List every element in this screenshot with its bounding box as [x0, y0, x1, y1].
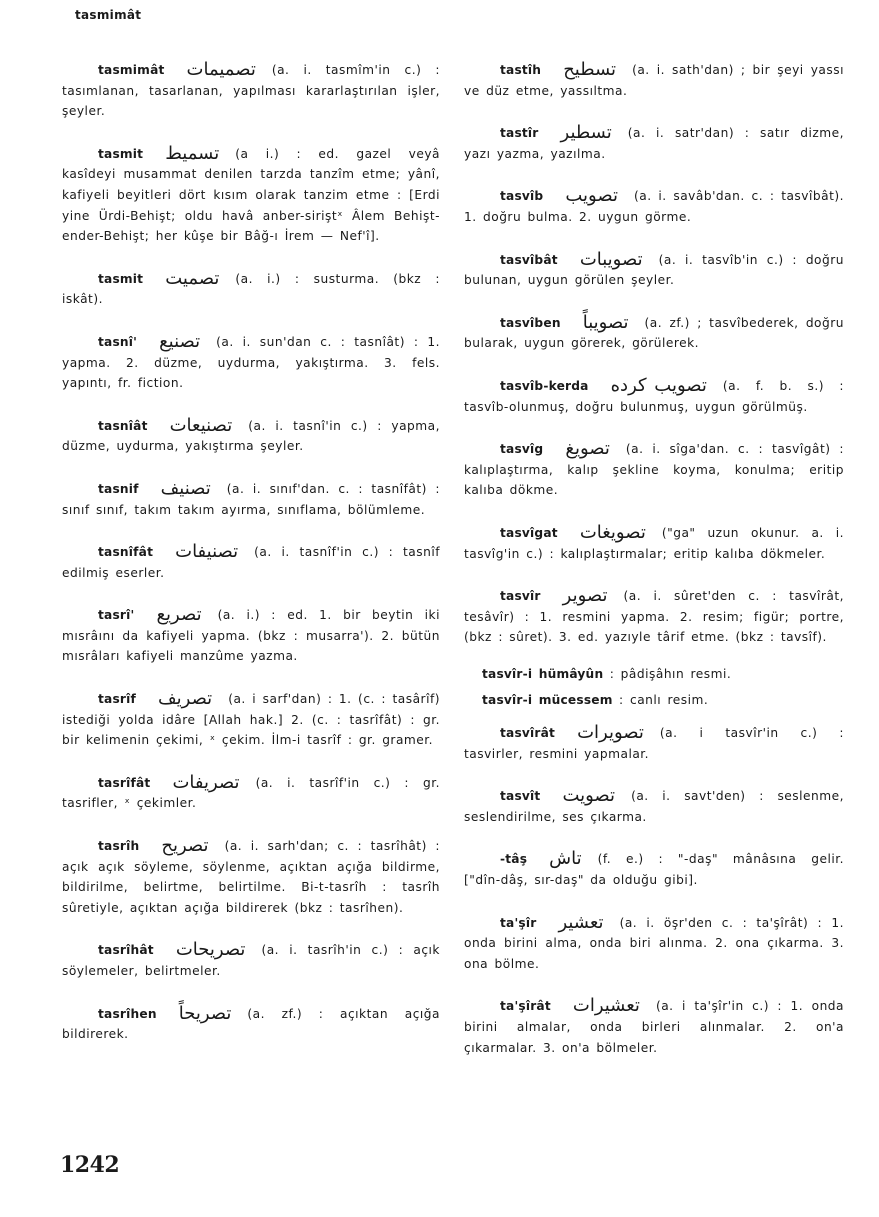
entry-headword: tasrîf: [98, 692, 136, 707]
dictionary-entry: [62, 416, 440, 457]
entry-definition: (a i.) : ed. gazel veyâ kasîdeyi musammat denilen tarzda tanzîm etme; yânî, kafiyeli beyitleri dört kısım olarak tanzim etme : [Erdi yine Ürdi-Behişt; oldu havâ anber-siriştˣ Âlem Behişt-ender-Behişt; her kûşe bir Bâğ-ı İrem — Nef'î].: [62, 146, 440, 244]
entry-definition: (a. i. tasrîf'in c.) : gr. tasrifler, ˣ çekimler.: [62, 775, 440, 811]
entry-headword: tasvîb-kerda: [500, 378, 589, 393]
entry-definition: : pâdişâhın resmi.: [609, 666, 732, 681]
entry-arabic-script: تسطير: [560, 122, 612, 144]
dictionary-entry: [464, 586, 844, 648]
entry-definition: (a. i. satr'dan) : satır dizme, yazı yazma, yazılma.: [464, 126, 844, 161]
dictionary-entry: [62, 542, 440, 583]
entry-headword: ta'şîr: [500, 915, 537, 930]
entry-arabic-script: تصريحاً: [178, 1002, 232, 1024]
entry-definition: (a. zf.) : açıktan açığa bildirerek.: [62, 1006, 440, 1042]
entry-arabic-script: تصويب: [565, 185, 618, 207]
entry-headword: -tâş: [500, 852, 528, 867]
dictionary-entry: [464, 786, 844, 827]
left-column: [62, 60, 440, 1067]
entry-arabic-script: تصميمات: [186, 59, 256, 80]
dictionary-entry: [62, 332, 440, 394]
dictionary-entry: [464, 523, 844, 564]
dictionary-entry: [62, 144, 440, 247]
entry-definition: (a. i. öşr'den c. : ta'şîrât) : 1. onda birini alma, onda biri alınma. 2. ona çıkarma. 3. ona bölme.: [464, 915, 844, 971]
dictionary-entry: [464, 313, 844, 354]
dictionary-entry: [464, 849, 844, 890]
entry-definition: (a. i. sun'dan c. : tasnîât) : 1. yapma. 2. düzme, uydurma, yakıştırma. 3. fels. yapıntı, fr. fiction.: [62, 334, 440, 391]
entry-headword: tasvît: [500, 789, 541, 804]
dictionary-entry: [464, 913, 844, 975]
entry-headword: tasvîrât: [500, 726, 556, 741]
entry-arabic-script: تصوير: [562, 585, 608, 607]
running-head: tasmimât: [75, 8, 142, 22]
entry-headword: tasrîfât: [98, 775, 151, 790]
entry-definition: (a. i ta'şîr'in c.) : 1. onda birini almalar, onda birleri alınmalar. 2. on'a çıkarmalar. 3. on'a bölmeler.: [464, 999, 844, 1055]
entry-arabic-script: تاش: [549, 848, 582, 870]
entry-headword: tasvîben: [500, 315, 561, 330]
entry-headword: tasrî': [98, 608, 135, 623]
entry-headword: tasmit: [98, 146, 144, 161]
entry-headword: tasrîhen: [98, 1006, 157, 1021]
entry-definition: (f. e.) : "-daş" mânâsına gelir. ["dîn-dâş, sır-daş" da olduğu gibi].: [464, 852, 844, 888]
entry-definition: (a. i. sarh'dan; c. : tasrîhât) : açık açık söyleme, söylenme, açıktan açığa bildirme, bildirilme, belirtme, belirtilme. Bi-t-tasrîh : tasrîh sûretiyle, açıktan açığa bildirerek (bkz : tasrîhen).: [62, 839, 440, 915]
entry-headword: tasvîgat: [500, 525, 558, 540]
entry-headword: tasvîbât: [500, 252, 558, 267]
entry-arabic-script: تصويباً: [582, 311, 629, 333]
entry-arabic-script: تصريفات: [172, 771, 240, 793]
entry-arabic-script: تصويبات: [579, 248, 643, 270]
dictionary-entry: [464, 123, 844, 164]
dictionary-entry: [464, 664, 844, 685]
entry-definition: (a. i. tasrîh'in c.) : açık söylemeler, belirtmeler.: [62, 943, 440, 978]
page-number: 1242: [60, 1152, 120, 1178]
dictionary-entry: [62, 940, 440, 981]
entry-headword: tasvîg: [500, 442, 544, 457]
entry-definition: (a. f. b. s.) : tasvîb-olunmuş, doğru bulunmuş, uygun görülmüş.: [464, 378, 844, 414]
dictionary-entry: [62, 60, 440, 122]
dictionary-entry: [62, 269, 440, 310]
entry-arabic-script: تصريحات: [175, 939, 246, 961]
entry-headword: tasnî': [98, 334, 138, 349]
entry-definition: (a. i. sınıf'dan. c. : tasnîfât) : sınıf sınıf, takım takım ayırma, sınıflama, bölümleme.: [62, 481, 440, 517]
entry-headword: tasmimât: [98, 63, 165, 77]
right-column: [464, 60, 844, 1080]
entry-headword: tasmit: [98, 271, 144, 286]
entry-arabic-script: تسطيح: [563, 59, 617, 80]
entry-arabic-script: تصريف: [158, 688, 213, 710]
entry-arabic-script: تصريح: [161, 835, 209, 857]
entry-arabic-script: تصويغ: [565, 438, 610, 460]
entry-headword: tasnif: [98, 481, 139, 496]
entry-arabic-script: تصميت: [165, 267, 220, 289]
dictionary-entry: [62, 479, 440, 520]
entry-arabic-script: تعشيرات: [572, 995, 640, 1017]
entry-arabic-script: تصريع: [156, 604, 202, 626]
entry-definition: (a. i. sîga'dan. c. : tasvîgât) : kalıplaştırma, kalıp şekline koyma, konulma; eritip kalıba dökme.: [464, 442, 844, 498]
dictionary-entry: [464, 690, 844, 711]
dictionary-entry: [62, 773, 440, 814]
dictionary-entry: [464, 996, 844, 1058]
entry-definition: (a. i. tasnî'in c.) : yapma, düzme, uydurma, yakıştırma şeyler.: [62, 418, 440, 454]
entry-headword: tasvîb: [500, 189, 544, 204]
dictionary-entry: [464, 439, 844, 501]
entry-definition: (a. i sarf'dan) : 1. (c. : tasârîf) istediği yolda idâre [Allah hak.] 2. (c. : tasrîfât) : gr. bir kelimenin çekimi, ˣ çekim. İlm-i tasrîf : gr. gramer.: [62, 692, 440, 748]
entry-arabic-script: تصويغات: [579, 521, 646, 543]
entry-arabic-script: تصويرات: [577, 722, 644, 744]
entry-definition: (a. i tasvîr'in c.) : tasvirler, resmini yapmalar.: [464, 726, 844, 761]
entry-definition: (a. zf.) ; tasvîbederek, doğru bularak, uygun görerek, görülerek.: [464, 315, 844, 351]
entry-definition: : canlı resim.: [619, 693, 709, 708]
entry-headword: ta'şîrât: [500, 999, 551, 1014]
entry-definition: (a. i. tasnîf'in c.) : tasnîf edilmiş eserler.: [62, 545, 440, 580]
dictionary-entry: [464, 723, 844, 764]
entry-arabic-script: تصنيع: [159, 330, 201, 352]
entry-definition: (a. i. sûret'den c. : tasvîrât, tesâvîr) : 1. resmini yapma. 2. resim; figür; portre, (bkz : sûret). 3. ed. yazıyle târif etme. (bkz : tavsîf).: [464, 589, 844, 645]
entry-arabic-script: تصويت: [562, 785, 616, 807]
dictionary-entry: [62, 836, 440, 918]
entry-definition: (a. i. savâb'dan. c. : tasvîbât). 1. doğru bulma. 2. uygun görme.: [464, 189, 844, 224]
entry-headword: tasrîh: [98, 839, 140, 854]
dictionary-entry: [464, 60, 844, 101]
entry-definition: (a. i. savt'den) : seslenme, seslendirilme, ses çıkarma.: [464, 789, 844, 824]
dictionary-entry: [464, 376, 844, 417]
entry-headword: tastîh: [500, 63, 542, 77]
dictionary-entry: [62, 1004, 440, 1045]
entry-definition: (a. i.) : susturma. (bkz : iskât).: [62, 271, 440, 307]
entry-definition: (a. i. tasmîm'in c.) : tasımlanan, tasarlanan, yapılması kararlaştırılan işler, şeyler.: [62, 63, 440, 119]
entry-arabic-script: تعشير: [558, 911, 604, 933]
entry-arabic-script: تصنيعات: [169, 414, 233, 436]
entry-headword: tasnîfât: [98, 545, 154, 560]
entry-arabic-script: تصنيفات: [175, 541, 239, 563]
entry-arabic-script: تسميط: [165, 142, 220, 164]
dictionary-entry: [464, 250, 844, 291]
entry-headword: tasvîr-i mücessem: [482, 693, 613, 708]
entry-arabic-script: تصنيف: [160, 477, 211, 499]
entry-headword: tastîr: [500, 126, 539, 141]
entry-definition: (a. i.) : ed. 1. bir beytin iki mısrâını da kafiyeli yapma. (bkz : musarra'). 2. bütün mısrâları kafiyeli manzûme yazma.: [62, 608, 440, 664]
entry-arabic-script: تصويب كرده: [610, 374, 707, 396]
entry-headword: tasvîr-i hümâyûn: [482, 666, 604, 681]
dictionary-entry: [62, 605, 440, 667]
entry-definition: (a. i. tasvîb'in c.) : doğru bulunan, uygun görülen şeyler.: [464, 252, 844, 288]
entry-definition: (a. i. sath'dan) ; bir şeyi yassı ve düz etme, yassıltma.: [464, 63, 844, 98]
entry-definition: ("ga" uzun okunur. a. i. tasvîg'in c.) : kalıplaştırmalar; eritip kalıba dökmeler.: [464, 525, 844, 561]
entry-headword: tasrîhât: [98, 943, 154, 958]
entry-headword: tasvîr: [500, 589, 541, 604]
entry-headword: tasnîât: [98, 418, 148, 433]
dictionary-entry: [62, 689, 440, 751]
dictionary-entry: [464, 186, 844, 227]
